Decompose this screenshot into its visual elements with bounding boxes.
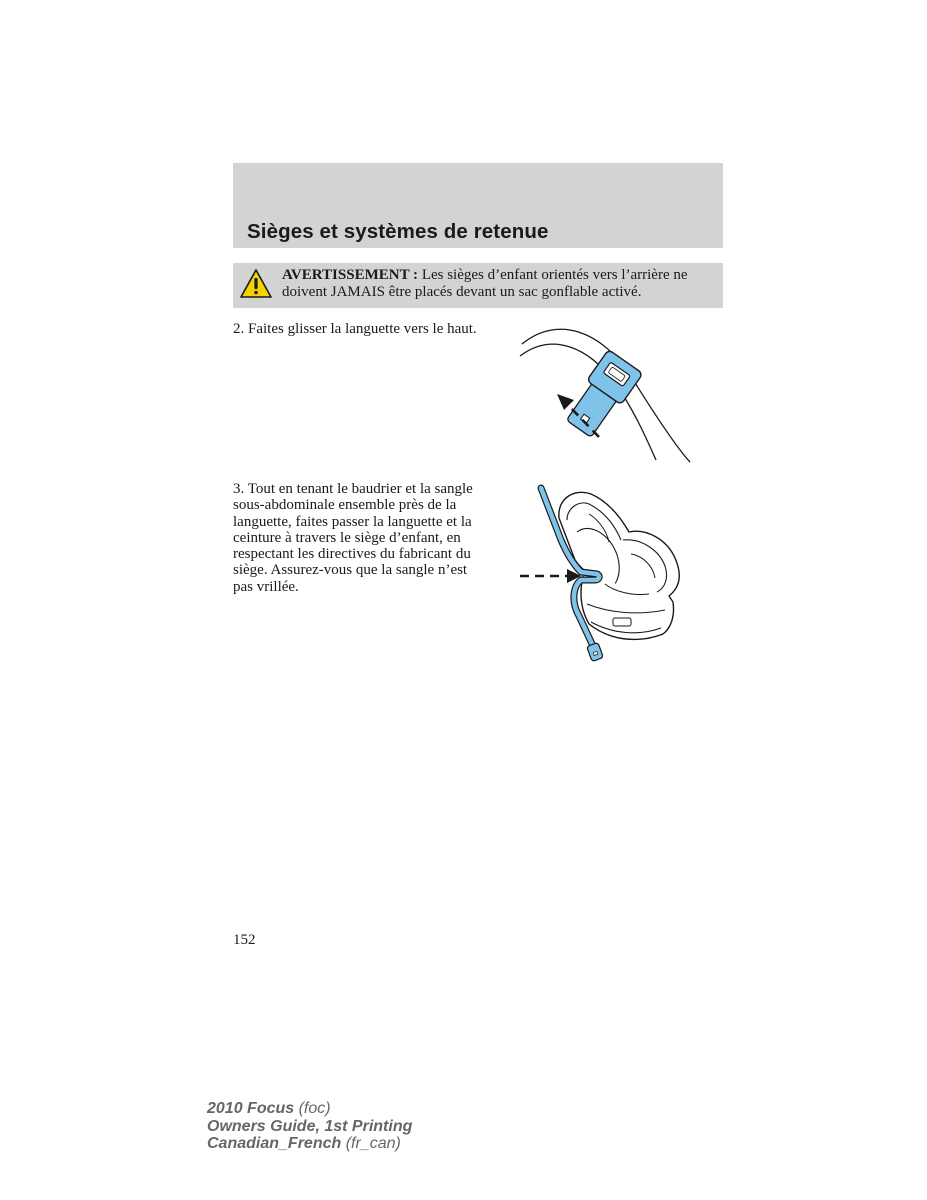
warning-box [233,263,723,308]
step-2-text: 2. Faites glisser la languette vers le haut. [233,321,477,337]
footer-model: 2010 Focus [207,1100,295,1117]
footer-line-3 [207,1135,412,1153]
warning-body: Les sièges d’enfant orientés vers l’arrière ne doivent JAMAIS être placés devant un sac gonflable activé. [282,267,688,300]
footer-language-code: (fr_can) [341,1135,401,1152]
seatbelt-tongue-slide-illustration [517,320,697,470]
child-seat-belt-routing-illustration [517,484,692,669]
warning-label: AVERTISSEMENT : [282,267,419,283]
page-number: 152 [233,932,256,948]
warning-triangle-icon [239,268,273,299]
footer-language: Canadian_French [207,1135,342,1152]
section-header-band [233,163,723,248]
footer-line-2: Owners Guide, 1st Printing [207,1117,413,1135]
warning-text [282,267,714,301]
footer-line-1 [207,1100,412,1118]
section-title: Sièges et systèmes de retenue [247,220,549,243]
print-footer [207,1100,412,1153]
step-3-text: 3. Tout en tenant le baudrier et la sangle sous-abdominale ensemble près de la languette, faites passer la languette et la ceinture à travers le siège d’enfant, en respectant les directives du fabricant du siège. Assurez-vous que la sangle n’est pas vrillée. [233,481,473,595]
footer-model-code: (foc) [294,1100,331,1117]
